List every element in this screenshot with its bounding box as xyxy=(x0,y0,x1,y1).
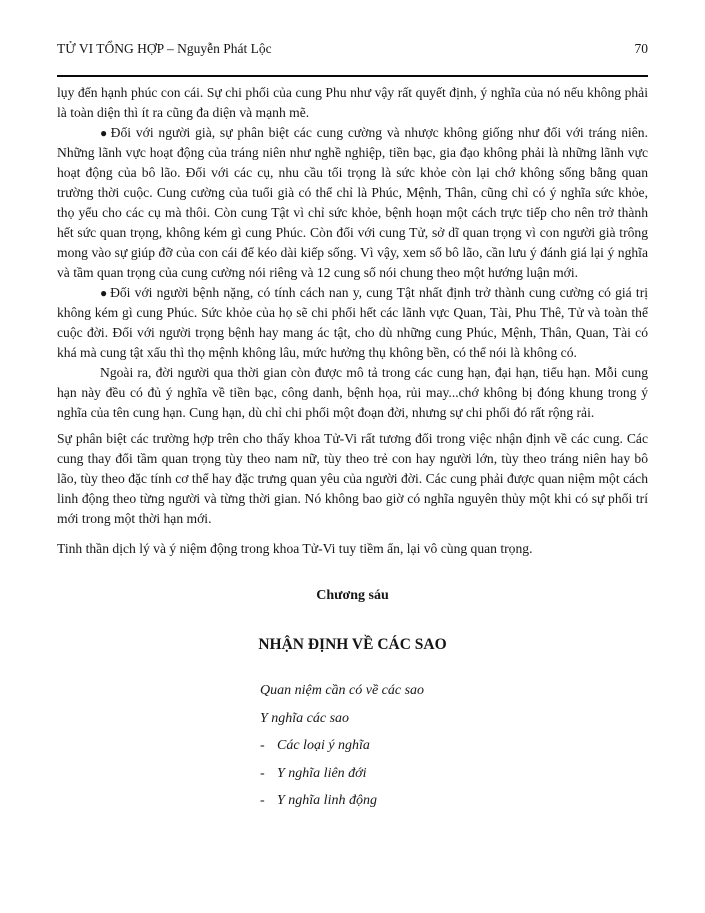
bullet-icon: ● xyxy=(100,286,109,300)
paragraph xyxy=(57,283,648,363)
bullet-icon: ● xyxy=(100,126,109,140)
chapter-number-heading: Chương sáu xyxy=(316,588,389,603)
page-header xyxy=(57,40,648,57)
page-number: 70 xyxy=(634,41,648,56)
paragraph xyxy=(57,363,648,423)
outline-item xyxy=(260,683,648,711)
paragraph-text: Ngoài ra, đời người qua thời gian còn được mô tả trong các cung hạn, đại hạn, tiểu hạn. Mỗi cung hạn này đều có đủ ý nghĩa về tiền bạc, công danh, bệnh họa, rủi may...chớ không bị đóng khung trong ý nghĩa của tên cung hạn. Cung hạn, dù chỉ chi phối một đoạn đời, nhưng sự chi phối đó rất rộng rải. xyxy=(57,365,648,420)
outline-item xyxy=(260,711,648,739)
outline-item xyxy=(260,793,648,821)
chapter-title-heading: NHẬN ĐỊNH VỀ CÁC SAO xyxy=(258,636,447,653)
dash-marker: - xyxy=(260,738,265,753)
outline-item xyxy=(260,738,648,766)
book-title: TỬ VI TỔNG HỢP – Nguyễn Phát Lộc xyxy=(57,41,272,56)
chapter-outline xyxy=(260,683,648,821)
paragraph xyxy=(57,83,648,123)
paragraph xyxy=(57,429,648,529)
outline-item-text: Y nghĩa linh động xyxy=(277,793,377,808)
header-divider xyxy=(57,75,648,77)
paragraph-text: Tinh thần dịch lý và ý niệm động trong khoa Tử-Vi tuy tiềm ẩn, lại vô cùng quan trọng. xyxy=(57,541,533,556)
paragraph-text: Sự phân biệt các trường hợp trên cho thấy khoa Tử-Vi rất tương đối trong việc nhận định về các cung. Các cung thay đổi tầm quan trọng tùy theo nam nữ, tùy theo trẻ con hay người lớn, tùy theo tráng niên hay bô lão, tùy theo đặc tính cơ thể hay đặc trưng quan yêu của người đời. Các cung phải được quan niệm một cách linh động theo từng người và từng thời gian. Nó không bao giờ có nghĩa nguyên thủy một khi có sự phối trí mới trong một thời hạn mới. xyxy=(57,431,648,526)
body-text xyxy=(57,83,648,559)
dash-marker: - xyxy=(260,793,265,808)
dash-marker: - xyxy=(260,765,265,781)
paragraph-text: Đối với người già, sự phân biệt các cung cường và nhược không giống như đối với tráng niên. Những lãnh vực hoạt động của tráng niên như nghề nghiệp, tiền bạc, gia đạo không phải là những lãnh vực hoạt động của bô lão. Đối với các cụ, nhu cầu tối trọng là sức khỏe còn lại chớ không sống bằng quan trường thời cuộc. Cung cường của tuổi già có thể chỉ là Phúc, Mệnh, Thân, cũng chỉ có ý nghĩa sức khỏe, thọ yểu cho các cụ mà thôi. Còn cung Tật vì chỉ sức khỏe, bệnh hoạn một cách trực tiếp cho nên trở thành hết sức quan trọng, không kém gì cung Phúc. Còn đối với cung Tử, sở dĩ quan trọng vì con người già trông mong vào sự giúp đỡ của con cái để kéo dài kiếp sống. Vì vậy, xem số bô lão, cần lưu ý đánh giá lại ý nghĩa và tầm quan trọng của cung cường nói riêng và 12 cung số nói chung theo một hướng luận mới. xyxy=(57,125,648,280)
outline-item xyxy=(260,766,648,794)
paragraph-text: lụy đến hạnh phúc con cái. Sự chi phối của cung Phu như vậy rất quyết định, ý nghĩa của nó nếu không phải là toàn diện thì ít ra cũng đa diện và mạnh mẽ. xyxy=(57,85,648,120)
paragraph-text: Đối với người bệnh nặng, có tính cách nan y, cung Tật nhất định trở thành cung cường có giá trị không kém gì cung Phúc. Sức khỏe của họ sẽ chi phối hết các lãnh vực Quan, Tài, Phu Thê, Tử và toàn thể cuộc đời. Đối với người trọng bệnh hay mang ác tật, cho dù những cung Phúc, Mệnh, Thân, Quan, Tài có khá mà cung tật xấu thì thọ mệnh không lâu, mức hưởng thụ không bền, có thể nói là không có. xyxy=(57,285,649,360)
outline-item-text: Y nghĩa các sao xyxy=(260,710,350,726)
outline-item-text: Quan niệm cần có về các sao xyxy=(260,683,425,698)
outline-item-text: Y nghĩa liên đới xyxy=(277,765,367,781)
paragraph xyxy=(57,539,648,559)
paragraph xyxy=(57,123,648,283)
outline-item-text: Các loại ý nghĩa xyxy=(277,738,370,753)
